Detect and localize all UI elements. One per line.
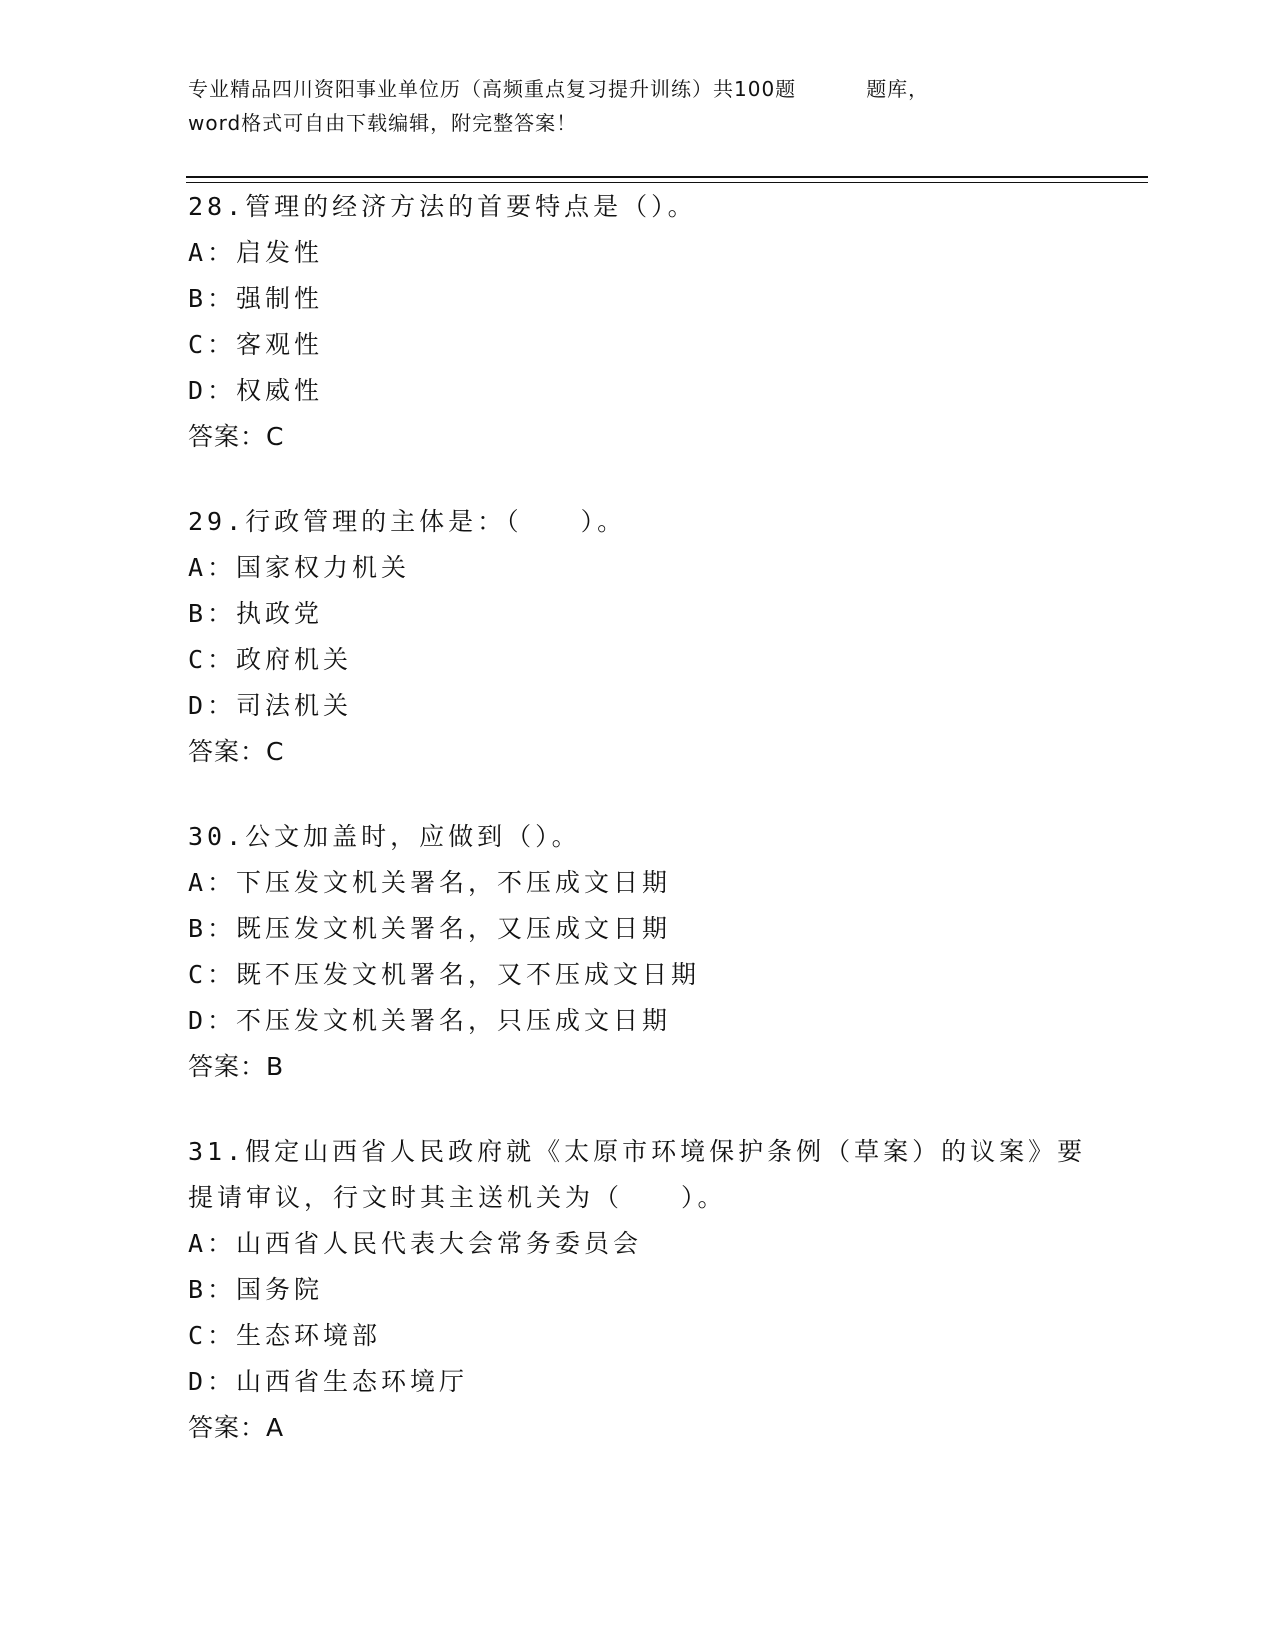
- header-title: 专业精品四川资阳事业单位历（高频重点复习提升训练）共100题: [188, 77, 797, 101]
- option-b: B：既压发文机关署名，又压成文日期: [188, 914, 672, 943]
- option-a: A：国家权力机关: [188, 553, 411, 582]
- option-a: A：山西省人民代表大会常务委员会: [188, 1229, 643, 1258]
- option-c: C：生态环境部: [188, 1321, 382, 1350]
- header-title-suffix: 题库，: [866, 77, 930, 101]
- header-divider-thick: [186, 176, 1148, 178]
- question-29: [188, 499, 1088, 775]
- header-line-1: [188, 72, 1088, 106]
- question-title-line-2: 提请审议，行文时其主送机关为（ ）。: [188, 1183, 727, 1212]
- question-title: 28.管理的经济方法的首要特点是（）。: [188, 192, 697, 221]
- answer-label: 答案：: [188, 1052, 267, 1081]
- answer-value: A: [266, 1413, 285, 1442]
- question-31: [188, 1129, 1088, 1451]
- answer-value: B: [266, 1052, 285, 1081]
- question-30: [188, 814, 1088, 1090]
- answer: [188, 729, 1088, 775]
- question-28: [188, 184, 1088, 460]
- option-a: A：启发性: [188, 238, 324, 267]
- option-b: B：执政党: [188, 599, 324, 628]
- option-c: C：既不压发文机署名，又不压成文日期: [188, 960, 701, 989]
- header-divider-thin: [186, 182, 1148, 183]
- question-title: 29.行政管理的主体是：（ ）。: [188, 507, 627, 536]
- document-header: [188, 72, 1088, 140]
- option-d: D：不压发文机关署名，只压成文日期: [188, 1006, 672, 1035]
- answer-label: 答案：: [188, 1413, 267, 1442]
- question-title: 30.公文加盖时，应做到（）。: [188, 822, 581, 851]
- option-a: A：下压发文机关署名，不压成文日期: [188, 868, 672, 897]
- answer-value: C: [266, 737, 285, 766]
- option-d: D：司法机关: [188, 691, 353, 720]
- answer: [188, 1405, 1088, 1451]
- answer: [188, 1044, 1088, 1090]
- option-d: D：山西省生态环境厅: [188, 1367, 469, 1396]
- option-b: B：国务院: [188, 1275, 324, 1304]
- answer: [188, 414, 1088, 460]
- answer-value: C: [266, 422, 285, 451]
- question-title-line-1: 31.假定山西省人民政府就《太原市环境保护条例（草案）的议案》要: [188, 1137, 1087, 1166]
- option-b: B：强制性: [188, 284, 324, 313]
- option-d: D：权威性: [188, 376, 324, 405]
- answer-label: 答案：: [188, 422, 267, 451]
- option-c: C：政府机关: [188, 645, 353, 674]
- answer-label: 答案：: [188, 737, 267, 766]
- option-c: C：客观性: [188, 330, 324, 359]
- header-line-2: word格式可自由下载编辑，附完整答案！: [188, 111, 578, 135]
